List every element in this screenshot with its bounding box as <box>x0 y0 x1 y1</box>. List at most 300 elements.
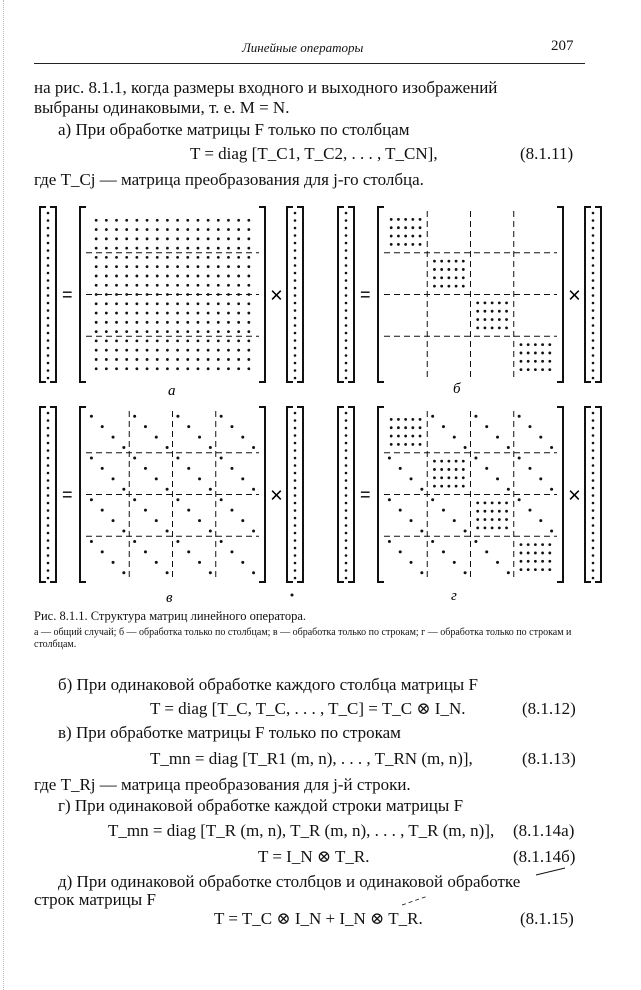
figure-panel-v-matrix-dot <box>122 446 125 449</box>
figure-panel-g-matrix-dot <box>505 527 508 530</box>
figure-panel-a-output-vector-dot <box>47 227 50 230</box>
figure-panel-a-matrix-dot <box>95 219 98 222</box>
figure-panel-a-matrix-dot <box>207 339 210 342</box>
figure-panel-a-matrix-dot <box>135 219 138 222</box>
figure-panel-v-output-vector-dot <box>47 419 50 422</box>
running-header-title: Линейные операторы <box>242 40 364 55</box>
figure-panel-b-output-vector-dot <box>345 354 348 357</box>
figure-panel-a-matrix-dot <box>156 358 159 361</box>
figure-panel-v-output-vector-dot <box>47 449 50 452</box>
figure-panel-g-matrix-dot <box>447 476 450 479</box>
figure-panel-a-matrix-dot <box>146 247 149 250</box>
figure-panel-a-matrix-dot <box>105 284 108 287</box>
figure-panel-g-matrix-dot <box>455 460 458 463</box>
figure-panel-a-matrix-dot <box>146 339 149 342</box>
figure-panel-g-matrix-dot <box>442 550 445 553</box>
figure-panel-v-output-vector-dot <box>47 479 50 482</box>
figure-panel-v-output-vector-dot <box>47 547 50 550</box>
figure-panel-a-matrix-dot <box>186 302 189 305</box>
figure-panel-v-output-vector-dot <box>47 464 50 467</box>
figure-panel-a-matrix-dot <box>146 330 149 333</box>
equation-8-1-13: T_mn = diag [T_R1 (m, n), . . . , T_RN (m, n)], <box>150 749 473 768</box>
figure-panel-b-matrix-dot <box>548 343 551 346</box>
figure-panel-a-matrix-dot <box>207 302 210 305</box>
figure-panel-v-matrix-dot <box>101 509 104 512</box>
figure-panel-a-matrix-dot <box>115 275 118 278</box>
figure-panel-b-output-vector-dot <box>345 324 348 327</box>
figure-panel-a-matrix-dot <box>125 321 128 324</box>
equation-number-8-1-14a: (8.1.14а) <box>513 821 575 840</box>
figure-panel-a-matrix-dot <box>105 237 108 240</box>
figure-panel-b-input-vector-dot <box>592 264 595 267</box>
figure-panel-a-matrix-dot <box>125 256 128 259</box>
figure-panel-v-matrix-left-bracket <box>80 407 86 582</box>
figure-panel-v-matrix-dot <box>90 498 93 501</box>
figure-panel-a-matrix-dot <box>125 367 128 370</box>
intro-line-1: на рис. 8.1.1, когда размеры входного и выходного изображений <box>34 78 498 97</box>
figure-panel-v-matrix-dot <box>133 415 136 418</box>
figure-panel-a-matrix-dot <box>135 358 138 361</box>
figure-panel-v-input-vector-dot <box>294 524 297 527</box>
figure-label-b: б <box>453 381 461 397</box>
figure-panel-v-matrix-dot <box>176 415 179 418</box>
figure-panel-b-matrix-dot <box>548 360 551 363</box>
figure-panel-b-input-vector-dot <box>592 302 595 305</box>
figure-panel-v-output-vector-dot <box>47 427 50 430</box>
figure-panel-g-matrix-dot <box>388 540 391 543</box>
figure-panel-b-output-vector-dot <box>345 272 348 275</box>
figure-panel-a-matrix-dot <box>135 237 138 240</box>
figure-panel-g-equals-sign: = <box>360 484 371 505</box>
figure-panel-a-matrix-dot <box>125 312 128 315</box>
figure-panel-g-matrix-dot <box>505 501 508 504</box>
figure-panel-a-matrix-dot <box>146 349 149 352</box>
figure-panel-a-matrix-dot <box>135 284 138 287</box>
figure-panel-g-matrix-dot <box>518 456 521 459</box>
figure-panel-b-matrix-dot <box>520 368 523 371</box>
figure-panel-v-equals-sign: = <box>62 484 73 505</box>
figure-panel-b-matrix-dot <box>440 260 443 263</box>
figure-panel-a-matrix-dot <box>237 284 240 287</box>
figure-panel-b-matrix-dot <box>411 226 414 229</box>
figure-panel-a-matrix-dot <box>207 275 210 278</box>
figure-panel-g-matrix-dot <box>455 485 458 488</box>
figure-panel-g-output-vector-dot <box>345 464 348 467</box>
figure-panel-v-matrix-dot <box>198 477 201 480</box>
figure-panel-a-matrix-dot <box>105 256 108 259</box>
figure-panel-b-matrix-right-bracket <box>557 207 563 382</box>
figure-panel-v-matrix-dot <box>122 488 125 491</box>
figure-panel-v-matrix-dot <box>209 488 212 491</box>
figure-panel-v-output-vector-right-bracket <box>50 407 56 582</box>
figure-panel-b-output-vector-dot <box>345 242 348 245</box>
figure-panel-a-matrix-dot <box>197 237 200 240</box>
figure-panel-a-output-vector-dot <box>47 354 50 357</box>
figure-panel-a-matrix-dot <box>247 275 250 278</box>
figure-panel-a-matrix-dot <box>237 247 240 250</box>
figure-panel-a-matrix-dot <box>146 256 149 259</box>
figure-panel-g-matrix-dot <box>505 510 508 513</box>
figure-panel-b-matrix-dot <box>462 285 465 288</box>
figure-panel-a-matrix-dot <box>247 284 250 287</box>
figure-panel-g-input-vector-dot <box>592 472 595 475</box>
figure-panel-a-matrix-dot <box>207 219 210 222</box>
figure-panel-a-matrix-dot <box>105 358 108 361</box>
figure-panel-g-matrix-dot <box>491 527 494 530</box>
figure-panel-b-input-vector-dot <box>592 377 595 380</box>
figure-panel-v-output-vector-dot <box>47 569 50 572</box>
figure-panel-a-input-vector-right-bracket <box>297 207 303 382</box>
figure-panel-g-matrix-dot <box>507 446 510 449</box>
figure-panel-a-matrix-dot <box>115 321 118 324</box>
figure-panel-a-matrix-dot <box>176 265 179 268</box>
figure-panel-a-matrix-dot <box>237 330 240 333</box>
figure-panel-a-matrix-dot <box>197 265 200 268</box>
figure-panel-g-matrix-dot <box>411 418 414 421</box>
where-tcj-text: где T_Cj — матрица преобразования для j-го столбца. <box>34 170 424 189</box>
figure-panel-g-output-vector-dot <box>345 457 348 460</box>
figure-panel-a-matrix-dot <box>95 256 98 259</box>
figure-panel-a-matrix-dot <box>207 367 210 370</box>
figure-panel-b-matrix-dot <box>527 352 530 355</box>
figure-panel-v-matrix-dot <box>241 561 244 564</box>
figure-panel-a-matrix-dot <box>115 284 118 287</box>
figure-panel-g-matrix-dot <box>410 477 413 480</box>
figure-panel-g-matrix-dot <box>484 518 487 521</box>
figure-panel-v-output-vector-dot <box>47 509 50 512</box>
figure-panel-b-matrix-dot <box>527 343 530 346</box>
figure-panel-a-matrix-dot <box>166 330 169 333</box>
figure-panel-g-output-vector-dot <box>345 494 348 497</box>
figure-panel-v-input-vector-dot <box>294 472 297 475</box>
figure-panel-a-matrix-dot <box>217 228 220 231</box>
figure-panel-v-input-vector-dot <box>294 419 297 422</box>
figure-panel-g-matrix-dot <box>462 476 465 479</box>
figure-panel-a-input-vector-dot <box>294 227 297 230</box>
figure-panel-b-matrix-dot <box>505 327 508 330</box>
figure-panel-a-matrix-dot <box>166 247 169 250</box>
figure-panel-a-matrix-dot <box>237 312 240 315</box>
figure-panel-b-matrix-dot <box>455 268 458 271</box>
figure-panel-v-matrix-dot <box>112 436 115 439</box>
figure-panel-a-matrix-dot <box>105 312 108 315</box>
figure-panel-b-equals-sign: = <box>360 284 371 305</box>
figure-panel-a-matrix-dot <box>125 247 128 250</box>
figure-panel-g-output-vector-dot <box>345 419 348 422</box>
figure-panel-a-input-vector-dot <box>294 309 297 312</box>
figure-panel-a-matrix-dot <box>217 302 220 305</box>
figure-panel-a-matrix-dot <box>166 321 169 324</box>
figure-panel-g-matrix-dot <box>485 425 488 428</box>
figure-panel-v-input-vector-dot <box>294 494 297 497</box>
figure-panel-g-matrix-dot <box>411 426 414 429</box>
figure-panel-a-matrix-dot <box>125 228 128 231</box>
figure-panel-g-matrix-dot <box>399 467 402 470</box>
figure-panel-g-input-vector-dot <box>592 577 595 580</box>
figure-panel-b-output-vector-dot <box>345 332 348 335</box>
figure-panel-g-matrix-dot <box>484 501 487 504</box>
figure-panel-a-matrix-dot <box>217 312 220 315</box>
figure-panel-b-output-vector-left-bracket <box>338 207 344 382</box>
figure-panel-v-matrix-dot <box>230 467 233 470</box>
figure-panel-g-matrix-dot <box>507 571 510 574</box>
figure-panel-a-output-vector-dot <box>47 264 50 267</box>
figure-panel-b-matrix-dot <box>419 226 422 229</box>
figure-panel-a-matrix-dot <box>125 265 128 268</box>
figure-panel-g-output-vector-dot <box>345 502 348 505</box>
figure-panel-a-matrix-dot <box>176 367 179 370</box>
figure-panel-b-matrix-dot <box>484 310 487 313</box>
figure-panel-v-matrix-dot <box>252 530 255 533</box>
figure-panel-a-matrix-dot <box>197 228 200 231</box>
figure-panel-a-matrix-dot <box>227 256 230 259</box>
figure-panel-a-matrix-dot <box>166 275 169 278</box>
figure-panel-g-matrix-dot <box>520 543 523 546</box>
figure-panel-a-matrix-dot <box>146 275 149 278</box>
figure-panel-a-matrix-dot <box>105 367 108 370</box>
figure-panel-v-input-vector-dot <box>294 412 297 415</box>
figure-panel-g-matrix-dot <box>433 460 436 463</box>
figure-panel-v-input-vector-dot <box>294 464 297 467</box>
figure-panel-v-matrix-dot <box>230 425 233 428</box>
figure-panel-a-matrix-dot <box>186 247 189 250</box>
figure-caption-title: Рис. 8.1.1. Структура матриц линейного оператора. <box>34 609 307 623</box>
figure-panel-a-matrix-dot <box>125 284 128 287</box>
figure-panel-a-matrix-dot <box>135 330 138 333</box>
figure-panel-b-matrix-dot <box>455 285 458 288</box>
figure-panel-b-matrix-dot <box>433 285 436 288</box>
figure-panel-b-output-vector-dot <box>345 287 348 290</box>
figure-panel-b-matrix-dot <box>520 352 523 355</box>
figure-panel-a-output-vector-dot <box>47 272 50 275</box>
figure-panel-v-output-vector-dot <box>47 524 50 527</box>
figure-panel-a-matrix-dot <box>146 219 149 222</box>
figure-panel-v-input-vector-dot <box>294 427 297 430</box>
figure-panel-a-matrix-dot <box>135 302 138 305</box>
figure-panel-a-matrix-dot <box>247 256 250 259</box>
figure-panel-g-input-vector-dot <box>592 569 595 572</box>
figure-panel-a-matrix-dot <box>247 339 250 342</box>
figure-panel-v-output-vector-dot <box>47 487 50 490</box>
figure-panel-a-matrix-dot <box>115 330 118 333</box>
figure-panel-a-matrix-dot <box>217 275 220 278</box>
figure-panel-a-matrix-dot <box>227 312 230 315</box>
figure-panel-a-matrix-dot <box>217 237 220 240</box>
figure-panel-a-matrix-dot <box>135 275 138 278</box>
figure-panel-g-matrix-dot <box>411 435 414 438</box>
equation-number-8-1-15: (8.1.15) <box>520 909 574 928</box>
figure-panel-a-matrix-dot <box>186 358 189 361</box>
figure-panel-g-matrix-dot <box>498 501 501 504</box>
figure-panel-a-matrix-dot <box>237 219 240 222</box>
figure-panel-v-matrix-dot <box>144 425 147 428</box>
figure-panel-a-matrix-dot <box>135 321 138 324</box>
figure-panel-v-input-vector-dot <box>294 479 297 482</box>
figure-panel-g-matrix-dot <box>404 426 407 429</box>
figure-panel-a-matrix-dot <box>227 302 230 305</box>
figure-panel-a-matrix-dot <box>176 312 179 315</box>
figure-panel-a-matrix-dot <box>186 284 189 287</box>
figure-panel-g-matrix-dot <box>397 443 400 446</box>
figure-panel-a-matrix-dot <box>135 312 138 315</box>
figure-panel-a-output-vector-dot <box>47 377 50 380</box>
figure-panel-g-matrix-dot <box>419 443 422 446</box>
figure-panel-a-matrix-dot <box>197 284 200 287</box>
equation-8-1-11: T = diag [T_C1, T_C2, . . . , T_CN], <box>190 144 438 163</box>
figure-panel-a-matrix-dot <box>186 349 189 352</box>
figure-panel-v-output-vector-dot <box>47 457 50 460</box>
figure-panel-b-matrix-dot <box>404 235 407 238</box>
figure-panel-b-matrix-dot <box>498 301 501 304</box>
figure-panel-g-input-vector-dot <box>592 479 595 482</box>
figure-panel-b-output-vector-dot <box>345 369 348 372</box>
figure-panel-a-matrix-dot <box>146 284 149 287</box>
figure-panel-b-matrix-dot <box>455 276 458 279</box>
figure-panel-a-matrix-dot <box>135 265 138 268</box>
figure-panel-g-matrix-dot <box>534 560 537 563</box>
figure-panel-v-output-vector-dot <box>47 412 50 415</box>
figure-panel-g-matrix-dot <box>442 425 445 428</box>
figure-panel-a-input-vector-dot <box>294 317 297 320</box>
figure-panel-g-matrix-dot <box>491 518 494 521</box>
figure-panel-b-output-vector-right-bracket <box>348 207 354 382</box>
figure-panel-b-matrix-dot <box>440 268 443 271</box>
figure-panel-a-matrix-dot <box>217 330 220 333</box>
figure-panel-a-output-vector-dot <box>47 302 50 305</box>
figure-panel-b-matrix-dot <box>484 318 487 321</box>
figure-panel-a-matrix-dot <box>247 349 250 352</box>
figure-panel-g-matrix-dot <box>527 552 530 555</box>
figure-panel-b-matrix-dot <box>505 310 508 313</box>
figure-panel-a-matrix-dot <box>146 367 149 370</box>
figure-panel-a-input-vector-dot <box>294 354 297 357</box>
figure-panel-v-matrix-dot <box>112 477 115 480</box>
figure-panel-a-output-vector-dot <box>47 339 50 342</box>
figure-panel-v-times-sign: × <box>270 482 283 508</box>
figure-panel-a-output-vector-dot <box>47 242 50 245</box>
figure-panel-a-matrix-dot <box>247 219 250 222</box>
figure-panel-a-output-vector-right-bracket <box>50 207 56 382</box>
figure-panel-b-matrix-dot <box>390 243 393 246</box>
figure-panel-v-matrix-dot <box>252 488 255 491</box>
figure-panel-g-matrix-dot <box>410 519 413 522</box>
figure-panel-a-matrix-dot <box>247 367 250 370</box>
figure-panel-g-input-vector-dot <box>592 419 595 422</box>
figure-panel-b-matrix-dot <box>534 352 537 355</box>
figure-panel-v-matrix-dot <box>133 540 136 543</box>
figure-panel-a-matrix-dot <box>237 367 240 370</box>
figure-panel-v-matrix-dot <box>198 519 201 522</box>
figure-panel-v-output-vector-dot <box>47 494 50 497</box>
figure-panel-a-matrix-dot <box>207 358 210 361</box>
figure-panel-a-matrix-dot <box>166 284 169 287</box>
figure-panel-g-matrix-dot <box>476 510 479 513</box>
figure-panel-g-matrix-dot <box>433 485 436 488</box>
figure-panel-a-matrix-dot <box>166 237 169 240</box>
figure-panel-g-output-vector-dot <box>345 472 348 475</box>
figure-panel-v-matrix-dot <box>166 488 169 491</box>
figure-panel-a-matrix-dot <box>105 330 108 333</box>
figure-panel-a-output-vector-dot <box>47 332 50 335</box>
figure-panel-a-matrix-dot <box>186 367 189 370</box>
figure-panel-b-matrix-dot <box>527 368 530 371</box>
figure-panel-a-matrix-dot <box>227 349 230 352</box>
figure-panel-b-matrix-dot <box>433 268 436 271</box>
figure-panel-a-matrix-dot <box>176 219 179 222</box>
case-v-text: в) При обработке матрицы F только по строкам <box>58 723 401 742</box>
figure-panel-v-input-vector-dot <box>294 547 297 550</box>
figure-panel-a-matrix-dot <box>125 330 128 333</box>
figure-panel-g-input-vector-dot <box>592 412 595 415</box>
figure-panel-a-matrix-dot <box>237 265 240 268</box>
figure-panel-b-input-vector-dot <box>592 257 595 260</box>
figure-panel-a-matrix-dot <box>115 312 118 315</box>
figure-panel-a-input-vector-dot <box>294 332 297 335</box>
page-number: 207 <box>551 38 574 54</box>
figure-panel-b-matrix-dot <box>491 318 494 321</box>
figure-panel-g-matrix-dot <box>464 571 467 574</box>
case-g-text: г) При одинаковой обработке каждой строки матрицы F <box>58 796 464 815</box>
equation-number-8-1-12: (8.1.12) <box>522 699 576 718</box>
figure-panel-g-matrix-dot <box>447 485 450 488</box>
figure-panel-a-matrix-dot <box>217 358 220 361</box>
figure-panel-a-matrix-dot <box>125 302 128 305</box>
figure-panel-b-input-vector-dot <box>592 287 595 290</box>
figure-panel-a-matrix-dot <box>217 265 220 268</box>
figure-panel-g-input-vector-dot <box>592 427 595 430</box>
figure-panel-b-matrix-dot <box>476 301 479 304</box>
figure-panel-a-input-vector-dot <box>294 257 297 260</box>
figure-panel-a-matrix-dot <box>95 358 98 361</box>
figure-panel-g-input-vector-dot <box>592 562 595 565</box>
figure-panel-a-input-vector-dot <box>294 242 297 245</box>
figure-panel-v-matrix-dot <box>144 467 147 470</box>
figure-panel-g-input-vector-dot <box>592 502 595 505</box>
case-b-text: б) При одинаковой обработке каждого столбца матрицы F <box>58 675 478 694</box>
figure-panel-a-input-vector-dot <box>294 272 297 275</box>
figure-panel-a-matrix-dot <box>227 265 230 268</box>
figure-panel-a-matrix-dot <box>186 330 189 333</box>
figure-panel-g-matrix-dot <box>527 568 530 571</box>
figure-panel-a-matrix-dot <box>156 265 159 268</box>
figure-panel-b-matrix-dot <box>548 368 551 371</box>
case-d-line-2: строк матрицы F <box>34 890 156 909</box>
figure-panel-a-output-vector-left-bracket <box>40 207 46 382</box>
figure-panel-a-output-vector-dot <box>47 279 50 282</box>
figure-panel-g-matrix-dot <box>404 435 407 438</box>
figure-panel-b-matrix-dot <box>498 310 501 313</box>
figure-panel-a-matrix-dot <box>115 339 118 342</box>
figure-panel-a-matrix-dot <box>95 321 98 324</box>
figure-panel-v-input-vector-dot <box>294 449 297 452</box>
figure-panel-a-output-vector-dot <box>47 347 50 350</box>
figure-panel-a-matrix-dot <box>186 228 189 231</box>
figure-panel-a-matrix-dot <box>146 228 149 231</box>
figure-panel-a-matrix-dot <box>176 330 179 333</box>
figure-panel-g-output-vector-dot <box>345 554 348 557</box>
figure-panel-a-matrix-dot <box>176 237 179 240</box>
figure-panel-b-output-vector-dot <box>345 212 348 215</box>
figure-panel-v-input-vector-dot <box>294 487 297 490</box>
figure-panel-a-matrix-dot <box>95 275 98 278</box>
figure-panel-a-matrix-dot <box>247 330 250 333</box>
figure-panel-v-input-vector-dot <box>294 502 297 505</box>
figure-panel-g-matrix-dot <box>520 552 523 555</box>
figure-panel-b-output-vector-dot <box>345 234 348 237</box>
figure-panel-b-output-vector-dot <box>345 362 348 365</box>
figure-panel-g-matrix-dot <box>550 446 553 449</box>
equation-number-8-1-14b: (8.1.14б) <box>513 847 576 866</box>
